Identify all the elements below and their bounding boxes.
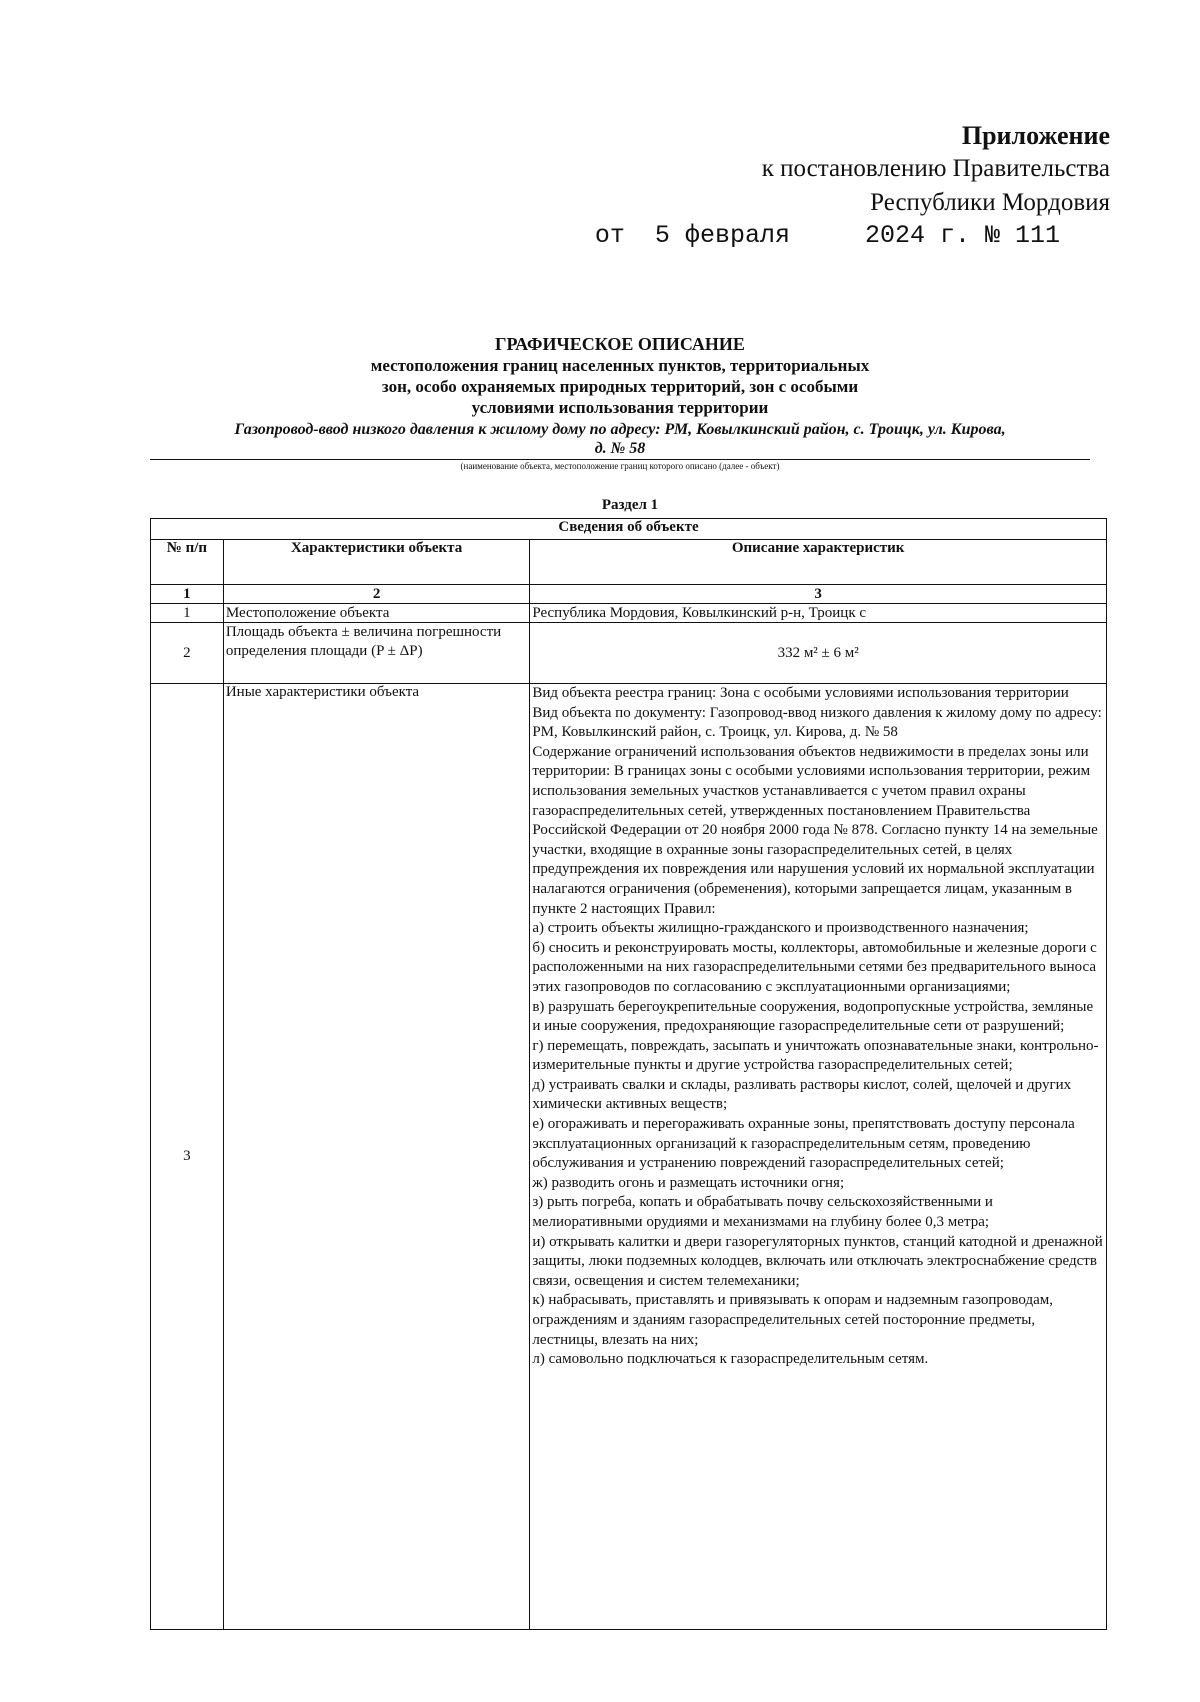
description-paragraph: д) устраивать свалки и склады, разливать растворы кислот, солей, щелочей и других химически активных веществ; <box>532 1076 1072 1113</box>
object-name-caption: (наименование объекта, местоположение границ которого описано (далее - объект) <box>460 461 780 471</box>
description-paragraph: Вид объекта по документу: Газопровод-ввод низкого давления к жилому дому по адресу: РМ, Ковылкинский район, с. Троицк, ул. Кирова, д. № 58 <box>532 704 1102 741</box>
description-paragraph: ж) разводить огонь и размещать источники огня; <box>532 1174 845 1191</box>
description-paragraph: к) набрасывать, приставлять и привязывать к опорам и надземным газопроводам, ограждениям и зданиям газораспределительных сетей посторонние предметы, лестницы, влезать на них; <box>532 1292 1054 1348</box>
row-number: 2 <box>151 623 224 684</box>
description-paragraph: в) разрушать берегоукрепительные сооружения, водопропускные устройства, земляные и иные сооружения, предохраняющие газораспределительные сети от разрушений; <box>532 998 1094 1035</box>
appendix-date: от 5 февраля 2024 г. № 111 <box>594 221 1060 250</box>
row-value: 332 м² ± 6 м² <box>530 623 1107 684</box>
document-title: ГРАФИЧЕСКОЕ ОПИСАНИЕ <box>495 334 745 354</box>
appendix-title: Приложение <box>961 121 1110 150</box>
description-paragraph: л) самовольно подключаться к газораспределительным сетям. <box>532 1351 929 1368</box>
document-subtitle-line-1: местоположения границ населенных пунктов, территориальных <box>370 356 870 375</box>
row-value: Республика Мордовия, Ковылкинский р-н, Троицк с <box>530 604 1107 623</box>
description-paragraph: Вид объекта реестра границ: Зона с особыми условиями использования территории <box>532 685 1069 701</box>
row-characteristic: Местоположение объекта <box>223 604 530 623</box>
column-numbers-row <box>151 585 1107 604</box>
object-info-table <box>150 518 1107 1630</box>
description-paragraph: з) рыть погреба, копать и обрабатывать почву сельскохозяйственными и мелиоративными орудиями и механизмами на глубину более 0,3 метра; <box>532 1194 993 1231</box>
appendix-line-1: к постановлению Правительства <box>761 155 1110 182</box>
description-paragraph: а) строить объекты жилищно-гражданского и производственного назначения; <box>532 920 1029 937</box>
table-row <box>151 604 1107 623</box>
appendix-line-2: Республики Мордовия <box>870 189 1110 216</box>
description-paragraph: Содержание ограничений использования объектов недвижимости в пределах зоны или территории: В границах зоны с особыми условиями использования территории, режим использования земельных участков устанавливается с учетом правил охраны газораспределительных сетей, утвержденных постановлением Правительства Российской Федерации от 20 ноября 2000 года № 878. Согласно пункту 14 на земельные участки, входящие в охранные зоны газораспределительных сетей, в целях предупреждения их повреждения или нарушения условий их нормальной эксплуатации налагаются ограничения (обременения), которыми запрещается лицам, указанным в пункте 2 настоящих Правил: <box>532 743 1098 917</box>
table-row <box>151 623 1107 684</box>
row-characteristic: Площадь объекта ± величина погрешности определения площади (P ± ΔP) <box>223 623 530 684</box>
table-caption-row <box>151 519 1107 540</box>
column-number: 3 <box>530 585 1107 604</box>
row-description <box>530 684 1107 1630</box>
table-header-row <box>151 540 1107 585</box>
header-description: Описание характеристик <box>530 540 1107 585</box>
table-caption: Сведения об объекте <box>151 519 1107 540</box>
table-row <box>151 684 1107 1630</box>
description-paragraph: е) огораживать и перегораживать охранные зоны, препятствовать доступу персонала эксплуатационных организаций к газораспределительным сетям, проведению обслуживания и устранению повреждений газораспределительных сетей; <box>532 1116 1075 1172</box>
object-name-line-2: д. № 58 <box>594 440 646 457</box>
column-number: 2 <box>223 585 530 604</box>
object-name-line-1: Газопровод-ввод низкого давления к жилому дому по адресу: РМ, Ковылкинский район, с. Троицк, ул. Кирова, <box>234 421 1006 438</box>
document-subtitle-line-2: зон, особо охраняемых природных территорий, зон с особыми <box>381 377 859 396</box>
row-number: 1 <box>151 604 224 623</box>
document-title-block <box>150 333 1090 472</box>
description-paragraph: б) сносить и реконструировать мосты, коллекторы, автомобильные и железные дороги с расположенными на них газораспределительными сетями без предварительного выноса этих газопроводов по согласованию с эксплуатационными организациями; <box>532 939 1097 995</box>
header-characteristics: Характеристики объекта <box>223 540 530 585</box>
document-subtitle-line-3: условиями использования территории <box>471 398 769 417</box>
column-number: 1 <box>151 585 224 604</box>
row-characteristic: Иные характеристики объекта <box>223 684 530 1630</box>
section-title: Раздел 1 <box>601 497 659 513</box>
appendix-header <box>594 120 1110 252</box>
row-number: 3 <box>151 684 224 1630</box>
header-number: № п/п <box>151 540 224 585</box>
description-paragraph: и) открывать калитки и двери газорегуляторных пунктов, станций катодной и дренажной защиты, люки подземных колодцев, включать или отключать электроснабжение средств связи, освещения и систем телемеханики; <box>532 1233 1103 1289</box>
description-paragraph: г) перемещать, повреждать, засыпать и уничтожать опознавательные знаки, контрольно-измерительные пункты и другие устройства газораспределительных сетей; <box>532 1037 1099 1074</box>
